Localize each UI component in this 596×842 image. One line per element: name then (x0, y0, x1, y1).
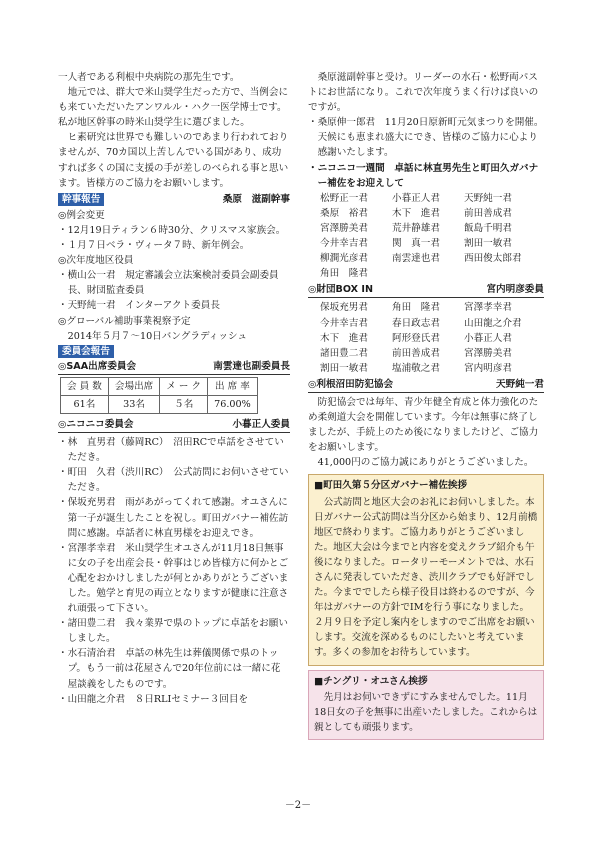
niko-item: ・宮澤孝幸君 米山奨学生オユさんが11月18日無事に女の子を出産会長・幹事はじめ皆様方に何かとご心配をおかけしましたが何とかありがとうございました。勉学と育児の両立となりますが健康に注意され頑張って下さい。 (58, 542, 289, 615)
member-name: 保坂充男君 (320, 302, 368, 314)
kanji-report-line: ・１月７日ベラ・ヴィータ７時、新年例会。 (58, 240, 250, 252)
name-row (320, 361, 536, 376)
member-name: 春日政志君 (392, 317, 440, 329)
niko-week-names (320, 191, 536, 282)
zaidan-reporter: 宮内明彦委員 (486, 284, 544, 296)
saa-reporter: 南雲達也副委員長 (213, 360, 290, 372)
bouhan-paragraph-1: 防犯協会では毎年、青少年健全育成と体力強化のため柔剣道大会を開催しています。今年は無事に終了しましたが、手続上のため後になりましたけど、ご協力をお願いします。 (308, 396, 539, 454)
oyu-greeting-box (308, 670, 544, 740)
saa-header (58, 359, 290, 375)
attendance-value-row (61, 395, 258, 413)
member-name (392, 266, 464, 281)
member-name: 今井幸吉君 (320, 317, 368, 329)
member-name: 天野純一君 (464, 192, 512, 204)
niko-item: ・諸田豊二君 我々業界で県のトップに卓話をお願いしました。 (58, 618, 288, 645)
member-name: 塩浦敬之君 (392, 362, 440, 374)
member-name: 宮内明彦君 (464, 362, 512, 374)
member-name: 諸田豊二君 (320, 347, 368, 359)
kanji-report-reporter: 桑原 滋副幹事 (222, 193, 290, 205)
zaidan-title: ◎財団BOX IN (308, 284, 374, 296)
kanji-report-line: ◎例会変更 (58, 209, 105, 221)
oyu-greeting-text: 先月はお伺いできずにすみませんでした。11月18日女の子を無事に出産いたしました。これからは親としても頑張ります。 (314, 691, 538, 733)
member-name: 木下 進君 (392, 207, 440, 219)
member-name: 柳澗光彦君 (320, 253, 368, 265)
member-name: 阿形登氏君 (392, 332, 440, 344)
member-name: 宮澤勝美君 (320, 222, 368, 234)
member-name: 荒井静雄君 (392, 222, 440, 234)
name-row (320, 236, 536, 251)
attendance-header-row (61, 377, 258, 395)
niko-item: ・町田 久君（渋川RC） 公式訪問にお伺いさせていただき。 (58, 467, 289, 494)
name-row (320, 206, 536, 221)
kanji-report-line: 2014年５月７～10日バングラディッシュ (67, 330, 247, 342)
oyu-greeting-title: ■チングリ・オユさん挨拶 (314, 675, 428, 687)
member-name: 角田 隆君 (392, 302, 440, 314)
committee-report-header (58, 345, 290, 358)
name-row (320, 251, 536, 266)
niko-list (58, 435, 290, 707)
member-name: 前田善成君 (392, 347, 440, 359)
zaidan-header (308, 282, 544, 298)
member-name: 飯島千明君 (464, 222, 512, 234)
kanji-report-tag: 幹事報告 (58, 193, 104, 206)
attendance-value-cell: 76.00% (208, 395, 258, 413)
intro-line-1: 一人者である利根中央病院の那先生です。 (58, 72, 240, 83)
member-name: 宮澤勝美君 (464, 347, 512, 359)
attendance-header-cell: 会場出席 (108, 377, 159, 395)
continued-item: ・桑原伸一郎君 11月20日原新町元気まつりを開催。天候にも恵まれ盛大にでき、皆様のご協力に心より感謝いたします。 (308, 117, 544, 159)
member-name: 西田俊太郎君 (464, 253, 522, 265)
kanji-report-line: ◎グローバル補助事業視察予定 (58, 315, 191, 327)
member-name: 割田一敏君 (464, 238, 512, 250)
kanji-report-body (58, 208, 290, 344)
name-row (320, 191, 536, 206)
intro-paragraph-2: ヒ素研究は世界でも難しいのであまり行われておりませんが、70カ国以上苦しんでいる国があり、成功すれば多くの国に支援の手が差しのべられる事と思います。皆様方のご協力をお願いします。 (58, 132, 289, 189)
attendance-header-cell: メ ー ク (160, 377, 208, 395)
name-row (320, 221, 536, 236)
attendance-header-cell: 出 席 率 (208, 377, 258, 395)
left-column (58, 70, 290, 707)
attendance-table (60, 377, 258, 414)
member-name: 桑原 裕君 (320, 207, 368, 219)
right-column (308, 70, 544, 740)
name-row (320, 346, 536, 361)
niko-title: ◎ニコニコ委員会 (58, 418, 134, 430)
kanji-report-header (58, 192, 290, 207)
kanji-report-line: ・横山公一君 規定審議会立法案検討委員会副委員長、財団監査委員 (58, 270, 279, 297)
niko-item: ・水石清治君 卓話の林先生は葬儀関係で県のトップ。もう一前は花屋さんで20年位前には一緒に花屋談義をしたものです。 (58, 648, 281, 690)
member-name: 関 真一君 (392, 238, 440, 250)
niko-reporter: 小暮正人委員 (232, 418, 290, 430)
member-name: 小暮正人君 (464, 332, 512, 344)
name-row (320, 331, 536, 346)
member-name (464, 266, 536, 281)
member-name: 角田 隆君 (320, 268, 368, 280)
machida-greeting-box (308, 474, 544, 665)
attendance-value-cell: 61名 (61, 395, 109, 413)
bouhan-paragraph-2: 41,000円のご協力誠にありがとうございました。 (317, 457, 534, 469)
niko-item: ・保坂充男君 雨があがってくれて感謝。オユさんに第一子が誕生したことを祝し。町田ガバナー補佐訪問に感謝。卓話者に林直男様をお迎えでき。 (58, 497, 289, 539)
kanji-report-line: ・天野純一君 インターアクト委員長 (58, 300, 220, 312)
name-row (320, 300, 536, 315)
niko-item: ・山田龍之介君 ８日RLIセミナー３回目を (58, 693, 249, 705)
member-name: 山田龍之介君 (464, 317, 522, 329)
name-row (320, 316, 536, 331)
saa-title: ◎SAA出席委員会 (58, 360, 137, 372)
continued-paragraph: 桑原滋副幹事と受け。リーダーの水石・松野両パストにお世話になり。これで次年度うまく行けば良いのですが。 (308, 72, 539, 114)
zaidan-names (320, 300, 536, 375)
machida-greeting-title: ■町田久第５分区ガバナー補佐挨拶 (314, 480, 467, 492)
member-name: 松野正一君 (320, 192, 368, 204)
attendance-header-cell: 会 員 数 (61, 377, 109, 395)
member-name: 宮澤孝幸君 (464, 302, 512, 314)
member-name: 木下 進君 (320, 332, 368, 344)
kanji-report-line: ・12月19日ティラン６時30分、クリスマス家族会。 (58, 224, 286, 236)
niko-item: ・林 直男君（藤岡RC） 沼田RCで卓話をさせていただき。 (58, 437, 284, 464)
name-row (320, 266, 536, 281)
member-name: 南雲達也君 (392, 253, 440, 265)
committee-report-tag: 委員会報告 (58, 345, 114, 358)
machida-greeting-text: 公式訪問と地区大会のお礼にお伺いしました。本日ガバナー公式訪問は当分区から始まり、12月前橋地区で終わります。ご協力ありがとうございました。地区大会は今までと内容を変えクラブ紹介も午後になりました。ロータリーモーメントでは、水石さんに発表していただき、渋川クラブでも好評でした。今まででしたら様子役目は終わるのですが、今年はガバナーの方針でIMを行う事になりました。２月９日を予定し案内をしますのでご出席をお願いします。交流を深めるものにしたいと考えています。多くの参加をお待ちしています。 (314, 496, 538, 659)
bouhan-title: ◎利根沼田防犯協会 (308, 378, 394, 390)
attendance-value-cell: ５名 (160, 395, 208, 413)
attendance-value-cell: 33名 (108, 395, 159, 413)
niko-week-title: ・ニコニコ一週間 卓話に林直男先生と町田久ガバナー補佐をお迎えして (308, 162, 539, 189)
page-number: －2－ (284, 800, 312, 811)
kanji-report-line: ◎次年度地区役員 (58, 255, 134, 267)
intro-paragraph-1: 地元では、群大で米山奨学生だった方で、当例会にも来ていただいたアンワルル・ハク一医学博士です。私が地区幹事の時米山奨学生に選びました。 (58, 87, 289, 129)
member-name: 割田一敏君 (320, 362, 368, 374)
member-name: 小暮正人君 (392, 192, 440, 204)
member-name: 今井幸吉君 (320, 238, 368, 250)
member-name: 前田善成君 (464, 207, 512, 219)
niko-header (58, 417, 290, 433)
bouhan-header (308, 377, 544, 393)
bouhan-reporter: 天野純一君 (496, 378, 544, 390)
